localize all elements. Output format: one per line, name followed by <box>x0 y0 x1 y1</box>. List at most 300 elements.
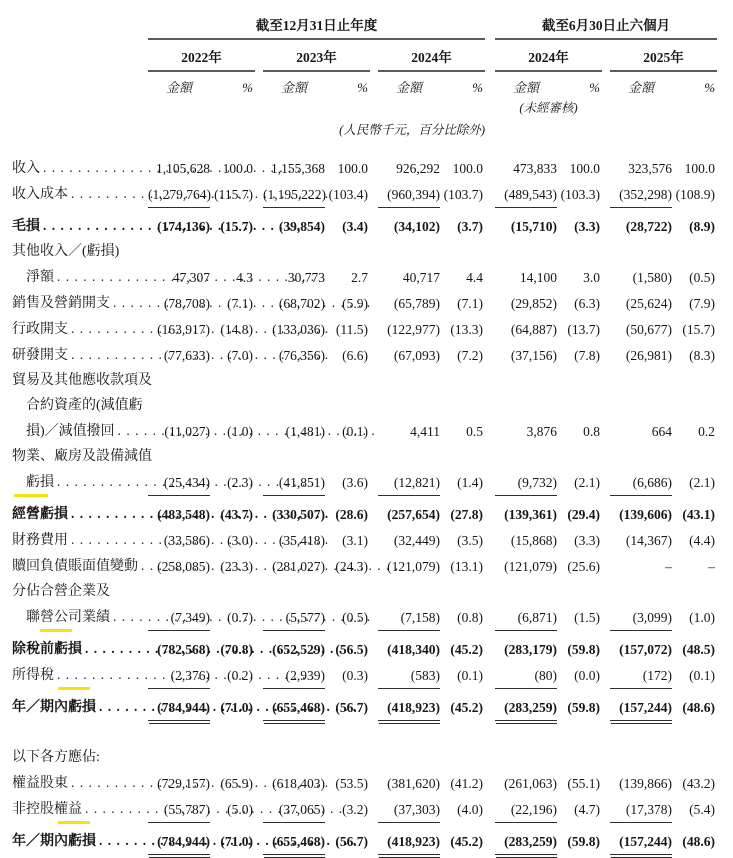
unit-note-row <box>12 116 717 140</box>
pct-cell: (3.2) <box>342 802 368 817</box>
period-header-row <box>12 14 717 39</box>
amount-cell: 47,307 <box>172 270 210 285</box>
amount-cell: (784,944) <box>148 688 210 720</box>
label-spacer <box>12 116 148 140</box>
column-gap <box>602 444 610 495</box>
row-label-text: 其他收入／(虧損) <box>12 244 120 259</box>
pct-column-header: % <box>589 80 600 95</box>
column-gap <box>485 181 495 207</box>
amount-column-header: 金額 <box>280 80 307 95</box>
row-label-text: 毛損 <box>12 219 40 234</box>
amount-cell: (172) <box>610 662 672 688</box>
table-row <box>12 140 717 181</box>
row-label <box>12 316 148 342</box>
amount-cell: (261,063) <box>504 776 557 791</box>
table-header <box>12 14 717 140</box>
amount-cell: (381,620) <box>387 776 440 791</box>
table-row <box>12 579 717 630</box>
amount-cell: (139,361) <box>504 507 557 522</box>
column-gap <box>602 796 610 822</box>
pct-cell: (59.8) <box>567 700 600 715</box>
pct-cell: (71.0) <box>220 700 253 715</box>
empty-cell <box>148 720 717 770</box>
column-gap <box>370 688 378 720</box>
row-label-text: 研發開支 <box>12 348 68 363</box>
column-gap <box>485 444 495 495</box>
dot-leader <box>113 604 371 629</box>
pct-cell: 100.0 <box>337 161 368 176</box>
table-row <box>12 688 717 720</box>
dot-leader <box>141 553 399 578</box>
dot-leader <box>71 501 329 526</box>
column-gap <box>602 140 610 181</box>
amount-cell: (281,027) <box>272 559 325 574</box>
year-header-2024: 2024年 <box>378 39 485 71</box>
pct-cell: (0.2) <box>227 668 253 683</box>
row-label <box>12 140 148 181</box>
amount-cell: 323,576 <box>628 161 672 176</box>
row-label-text: 非控股權益 <box>12 802 82 817</box>
amount-cell: (121,079) <box>387 559 440 574</box>
amount-cell: (34,102) <box>393 219 440 234</box>
row-label-text: 所得稅 <box>12 668 54 683</box>
amount-cell: (1,580) <box>632 270 672 285</box>
spacer <box>602 97 717 116</box>
amount-cell: (121,079) <box>504 559 557 574</box>
amount-cell: (17,378) <box>610 796 672 822</box>
pct-cell: 0.5 <box>466 424 483 439</box>
row-label-text: 銷售及營銷開支 <box>12 296 110 311</box>
row-label-text: 贖回負債賬面值變動 <box>12 559 138 574</box>
pct-cell: (3.6) <box>342 475 368 490</box>
label-spacer <box>12 14 148 39</box>
amount-cell: 4,411 <box>410 424 440 439</box>
column-gap <box>485 579 495 630</box>
row-label <box>12 553 148 579</box>
amount-cell: (32,449) <box>393 533 440 548</box>
amount-cell: 664 <box>651 424 672 439</box>
amount-cell: (37,156) <box>510 348 557 363</box>
period-header-interim: 截至6月30日止六個月 <box>495 14 717 39</box>
pct-cell: (0.5) <box>342 610 368 625</box>
dot-leader <box>113 290 371 315</box>
pct-cell: (0.3) <box>342 668 368 683</box>
amount-cell: (50,677) <box>625 322 672 337</box>
column-gap <box>485 207 495 239</box>
dot-leader <box>85 636 343 661</box>
column-gap <box>602 239 610 290</box>
pct-cell: 0.8 <box>583 424 600 439</box>
pct-cell: (8.3) <box>689 348 716 363</box>
dot-leader <box>71 342 329 367</box>
amount-cell: (12,821) <box>378 444 440 495</box>
row-label <box>12 181 148 207</box>
column-gap <box>602 342 610 368</box>
row-label-text: 除稅前虧損 <box>12 642 82 657</box>
row-label <box>12 239 148 290</box>
yellow-highlight-mark <box>40 629 72 633</box>
table-row <box>12 290 717 316</box>
row-label-text: 年／期內虧損 <box>12 700 96 715</box>
pct-cell: (53.5) <box>335 776 368 791</box>
row-label <box>12 342 148 368</box>
row-label <box>12 822 148 854</box>
pct-cell: (0.1) <box>342 424 368 439</box>
pct-cell: 100.0 <box>684 161 716 176</box>
pct-cell: (7.9) <box>689 296 716 311</box>
pct-cell: (6.6) <box>342 348 368 363</box>
pct-cell: (55.1) <box>567 776 600 791</box>
amount-cell: (283,259) <box>495 822 557 854</box>
amount-cell: (6,686) <box>610 444 672 495</box>
pct-column-header: % <box>704 80 716 95</box>
amount-cell: (7,158) <box>378 579 440 630</box>
row-label <box>12 688 148 720</box>
row-label-text: 行政開支 <box>12 322 68 337</box>
year-header-2024-interim: 2024年 <box>495 39 602 71</box>
row-label-text: 收入成本 <box>12 187 68 202</box>
row-label <box>12 290 148 316</box>
amount-cell: (1,481) <box>285 424 325 439</box>
dot-leader <box>57 469 315 494</box>
column-gap <box>485 527 495 553</box>
column-gap <box>485 796 495 822</box>
column-gap <box>602 770 610 796</box>
pct-cell: (4.0) <box>457 802 483 817</box>
pct-cell: (1.5) <box>574 610 600 625</box>
amount-cell: (55,787) <box>148 796 210 822</box>
amount-cell: (37,065) <box>263 796 325 822</box>
table-row <box>12 527 717 553</box>
period-header-annual: 截至12月31日止年度 <box>148 14 485 39</box>
amount-cell: (257,654) <box>387 507 440 522</box>
pct-cell: (70.8) <box>220 642 253 657</box>
year-header-2023: 2023年 <box>263 39 370 71</box>
amount-cell: (352,298) <box>610 181 672 207</box>
column-gap <box>485 290 495 316</box>
amount-cell: (157,244) <box>610 688 672 720</box>
amount-cell: (41,851) <box>263 444 325 495</box>
amount-cell: (78,708) <box>163 296 210 311</box>
pct-cell: 100.0 <box>569 161 600 176</box>
table-row <box>12 207 717 239</box>
pct-cell: 2.7 <box>351 270 368 285</box>
amount-cell: (418,923) <box>378 688 440 720</box>
amount-cell: 30,773 <box>287 270 325 285</box>
column-gap <box>370 140 378 181</box>
pct-cell: (23.3) <box>220 559 253 574</box>
pct-cell: 100.0 <box>222 161 253 176</box>
amount-cell: (258,085) <box>157 559 210 574</box>
column-gap <box>602 527 610 553</box>
amount-cell: 1,105,628 <box>156 161 210 176</box>
pct-cell: 4.3 <box>236 270 253 285</box>
row-label-text: 貿易及其他應收款項及 <box>12 373 152 388</box>
section-gap <box>485 71 495 97</box>
table-row <box>12 796 717 822</box>
pct-cell: (108.9) <box>675 187 716 202</box>
dot-leader <box>85 796 343 821</box>
pct-cell: (59.8) <box>567 642 600 657</box>
pct-cell: (25.6) <box>567 559 600 574</box>
label-spacer <box>12 39 148 71</box>
amount-cell: (15,868) <box>510 533 557 548</box>
pct-cell: (1.0) <box>227 424 253 439</box>
column-gap <box>370 527 378 553</box>
amount-cell: (655,468) <box>263 688 325 720</box>
table-body <box>12 140 717 854</box>
pct-cell: (48.5) <box>682 642 716 657</box>
table-row <box>12 720 717 770</box>
year-header-2025: 2025年 <box>610 39 717 71</box>
pct-cell: (3.5) <box>457 533 483 548</box>
column-gap <box>370 39 378 71</box>
column-gap <box>602 662 610 688</box>
pct-cell: (13.1) <box>450 559 483 574</box>
row-label <box>12 207 148 239</box>
row-label-text: 虧損 <box>26 475 54 490</box>
unaudited-note-row <box>12 97 717 116</box>
amount-cell: 40,717 <box>402 270 440 285</box>
pct-cell: (3.7) <box>457 219 483 234</box>
pct-cell: (11.5) <box>335 322 368 337</box>
pct-cell: (24.3) <box>335 559 368 574</box>
amount-cell: 1,155,368 <box>271 161 325 176</box>
table-row <box>12 770 717 796</box>
pct-cell: (2.1) <box>689 475 716 490</box>
row-label-text: 聯營公司業績 <box>26 610 110 625</box>
pct-cell: (3.3) <box>574 219 600 234</box>
table-row <box>12 316 717 342</box>
column-gap <box>485 316 495 342</box>
column-gap <box>485 662 495 688</box>
pct-cell: (3.1) <box>342 533 368 548</box>
pct-cell: (65.9) <box>220 776 253 791</box>
table-row <box>12 630 717 662</box>
amount-cell: – <box>665 559 672 574</box>
amount-cell: (139,606) <box>619 507 672 522</box>
column-gap <box>370 316 378 342</box>
amount-cell: (652,529) <box>272 642 325 657</box>
amount-cell: (283,179) <box>504 642 557 657</box>
row-label-text: 淨額 <box>26 270 54 285</box>
table-row <box>12 553 717 579</box>
pct-cell: (5.9) <box>342 296 368 311</box>
pct-cell: (41.2) <box>450 776 483 791</box>
amount-cell: (37,303) <box>378 796 440 822</box>
amount-cell: (2,376) <box>148 662 210 688</box>
amount-cell: (163,917) <box>157 322 210 337</box>
amount-cell: (5,577) <box>263 579 325 630</box>
column-gap <box>602 688 610 720</box>
pct-cell: (0.1) <box>689 668 716 683</box>
amount-cell: (2,939) <box>263 662 325 688</box>
row-label <box>12 527 148 553</box>
pct-cell: (7.1) <box>227 296 253 311</box>
pct-cell: (4.4) <box>689 533 716 548</box>
spacer <box>12 97 495 116</box>
pct-cell: (6.3) <box>574 296 600 311</box>
pct-cell: (0.8) <box>457 610 483 625</box>
pct-cell: (4.7) <box>574 802 600 817</box>
column-gap <box>370 239 378 290</box>
pct-cell: (7.0) <box>227 348 253 363</box>
pct-cell: (3.3) <box>574 533 600 548</box>
pct-cell: (1.4) <box>457 475 483 490</box>
column-gap <box>485 342 495 368</box>
amount-cell: (77,633) <box>163 348 210 363</box>
pct-cell: (45.2) <box>450 642 483 657</box>
column-gap <box>485 495 495 527</box>
amount-cell: (39,854) <box>278 219 325 234</box>
pct-cell: (15.7) <box>682 322 716 337</box>
row-label <box>12 495 148 527</box>
amount-cell: (64,887) <box>510 322 557 337</box>
table-row <box>12 495 717 527</box>
column-header-row <box>12 71 717 97</box>
table-row <box>12 444 717 495</box>
column-gap <box>602 579 610 630</box>
dot-leader <box>43 213 301 238</box>
pct-cell: (48.6) <box>682 700 716 715</box>
pct-cell: (103.3) <box>560 187 600 202</box>
column-gap <box>602 630 610 662</box>
yellow-highlight-mark <box>14 494 48 498</box>
amount-cell: (1,195,222) <box>263 181 325 207</box>
amount-cell: 14,100 <box>519 270 557 285</box>
pct-cell: (43.7) <box>220 507 253 522</box>
amount-cell: (157,072) <box>619 642 672 657</box>
row-label-text: 年／期內虧損 <box>12 834 96 849</box>
row-label-text: 合約資產的(減值虧 <box>26 398 143 413</box>
amount-cell: (7,349) <box>148 579 210 630</box>
pct-cell: (14.8) <box>220 322 253 337</box>
table-row <box>12 368 717 444</box>
pct-column-header: % <box>242 80 253 95</box>
pct-cell: (29.4) <box>567 507 600 522</box>
row-label <box>12 444 152 495</box>
pct-cell: (5.0) <box>227 802 253 817</box>
section-gap <box>485 14 495 39</box>
pct-cell: (103.4) <box>328 187 368 202</box>
table-row <box>12 342 717 368</box>
pct-cell: (115.7) <box>214 187 253 202</box>
column-gap <box>485 770 495 796</box>
amount-column-header: 金額 <box>627 80 654 95</box>
column-gap <box>370 579 378 630</box>
yellow-highlight-mark <box>58 821 90 825</box>
row-label-text: 分佔合營企業及 <box>12 584 110 599</box>
amount-cell: (76,356) <box>278 348 325 363</box>
column-gap <box>485 822 495 854</box>
amount-cell: (655,468) <box>263 822 325 854</box>
amount-cell: (418,923) <box>378 822 440 854</box>
row-label-text: 財務費用 <box>12 533 68 548</box>
column-gap <box>370 342 378 368</box>
pct-cell: (7.1) <box>457 296 483 311</box>
dot-leader <box>71 181 329 206</box>
column-gap <box>370 444 378 495</box>
amount-cell: 3,876 <box>526 424 557 439</box>
amount-cell: (22,196) <box>495 796 557 822</box>
amount-cell: (67,093) <box>393 348 440 363</box>
pct-cell: (7.2) <box>457 348 483 363</box>
year-header-row <box>12 39 717 71</box>
pct-cell: (13.7) <box>567 322 600 337</box>
row-label-text: 損)／減值撥回 <box>26 424 115 439</box>
amount-cell: (26,981) <box>625 348 672 363</box>
row-label <box>12 579 148 630</box>
amount-cell: (14,367) <box>625 533 672 548</box>
column-gap <box>602 71 610 97</box>
dot-leader <box>43 155 301 180</box>
amount-cell: (489,543) <box>495 181 557 207</box>
row-label-text: 權益股東 <box>12 776 68 791</box>
amount-column-header: 金額 <box>395 80 422 95</box>
row-label-text: 經營虧損 <box>12 507 68 522</box>
column-gap <box>485 688 495 720</box>
dot-leader <box>57 264 315 289</box>
pct-cell: 3.0 <box>583 270 600 285</box>
pct-cell: 100.0 <box>452 161 483 176</box>
column-gap <box>370 290 378 316</box>
column-gap <box>485 630 495 662</box>
amount-cell: (418,340) <box>387 642 440 657</box>
pct-column-header: % <box>472 80 483 95</box>
table-row <box>12 239 717 290</box>
amount-cell: (80) <box>495 662 557 688</box>
amount-cell: (15,710) <box>510 219 557 234</box>
column-gap <box>602 495 610 527</box>
column-gap <box>602 368 610 444</box>
amount-cell: (9,732) <box>495 444 557 495</box>
pct-cell: (103.7) <box>443 187 483 202</box>
amount-cell: (33,586) <box>163 533 210 548</box>
column-gap <box>602 207 610 239</box>
row-label <box>12 720 148 770</box>
amount-cell: (583) <box>378 662 440 688</box>
row-label <box>12 630 148 662</box>
row-label <box>12 770 148 796</box>
unaudited-note: (未經審核) <box>519 101 578 115</box>
table-row <box>12 822 717 854</box>
column-gap <box>370 630 378 662</box>
column-gap <box>370 207 378 239</box>
pct-cell: (71.0) <box>220 834 253 849</box>
column-gap <box>485 239 495 290</box>
pct-cell: (0.7) <box>227 610 253 625</box>
amount-cell: (133,036) <box>272 322 325 337</box>
row-label-text: 收入 <box>12 161 40 176</box>
spacer <box>485 116 717 140</box>
column-gap <box>370 71 378 97</box>
amount-cell: (29,852) <box>510 296 557 311</box>
column-gap <box>602 822 610 854</box>
pct-cell: 0.2 <box>698 424 716 439</box>
amount-cell: (65,789) <box>393 296 440 311</box>
amount-cell: (122,977) <box>387 322 440 337</box>
column-gap <box>370 822 378 854</box>
amount-column-header: 金額 <box>165 80 192 95</box>
amount-cell: (1,279,764) <box>148 181 210 207</box>
amount-cell: 473,833 <box>513 161 557 176</box>
pct-cell: (43.2) <box>682 776 716 791</box>
amount-cell: (784,944) <box>148 822 210 854</box>
pct-cell: (3.4) <box>342 219 368 234</box>
pct-cell: 4.4 <box>466 270 483 285</box>
pct-cell: (3.0) <box>227 533 253 548</box>
amount-cell: (35,418) <box>278 533 325 548</box>
